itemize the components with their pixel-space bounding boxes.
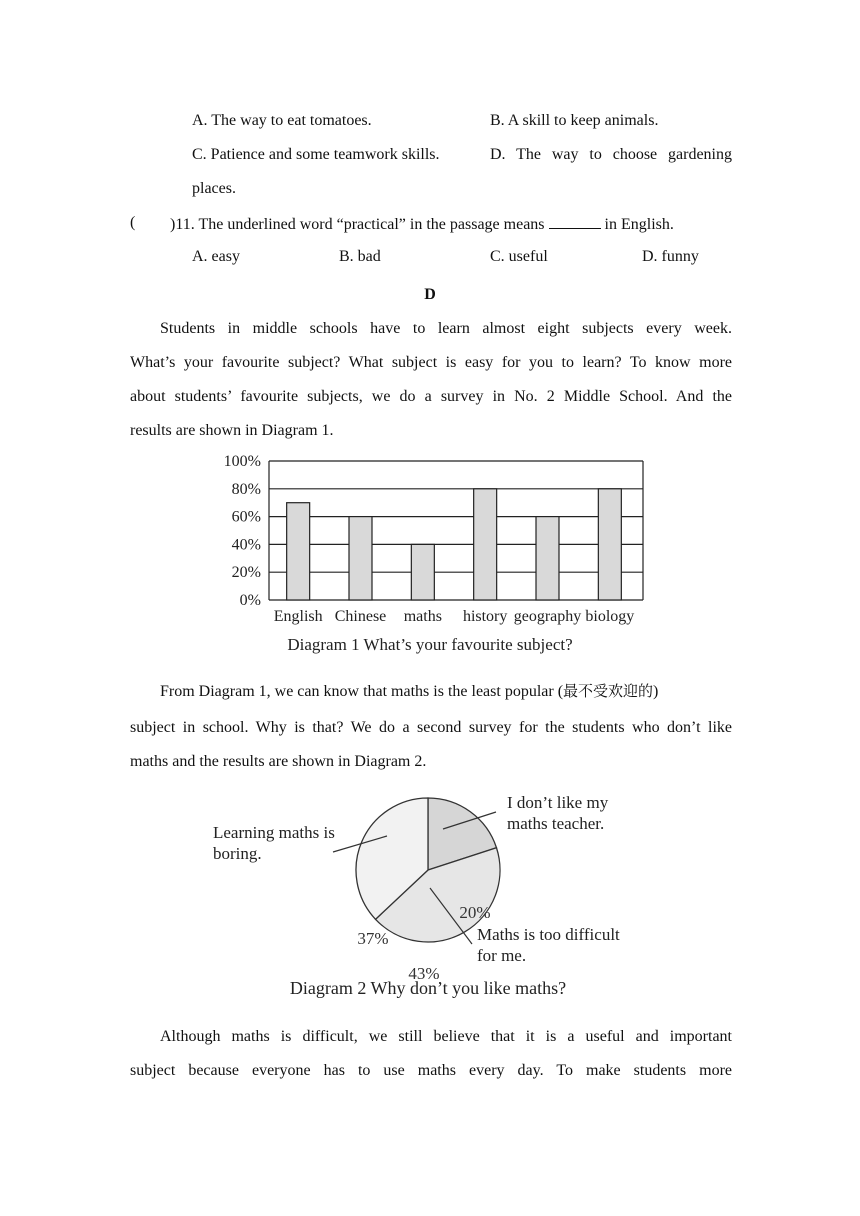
para2-line: maths and the results are shown in Diagram 2. <box>130 753 427 770</box>
pie-chart <box>200 784 660 1006</box>
category-label: geography <box>513 608 582 625</box>
bar-english <box>287 503 310 600</box>
slice-label: maths teacher. <box>507 814 605 833</box>
category-label: biology <box>585 608 635 625</box>
q11-option-d: D. funny <box>642 248 699 265</box>
y-tick-label: 80% <box>231 480 261 498</box>
para2-line <box>160 680 658 701</box>
q11-option-b: B. bad <box>339 248 381 265</box>
answer-blank[interactable] <box>549 214 601 229</box>
q10-option-d: D. The way to choose gardening <box>490 146 732 163</box>
bar-maths <box>411 544 434 600</box>
slice-value-label: 37% <box>357 929 389 948</box>
bar-chart-grid <box>269 461 643 600</box>
bar-geography <box>536 517 559 600</box>
bar-chart-title: Diagram 1 What’s your favourite subject? <box>287 635 573 654</box>
category-label: maths <box>403 608 442 625</box>
q11-option-a: A. easy <box>192 248 240 265</box>
para2-paren: ) <box>653 683 659 700</box>
y-tick-label: 40% <box>231 536 261 554</box>
bar-history <box>474 489 497 600</box>
q10-option-b: B. A skill to keep animals. <box>490 112 659 129</box>
slice-label: I don’t like my <box>507 793 609 812</box>
pie-chart-title: Diagram 2 Why don’t you like maths? <box>289 978 567 998</box>
y-tick-label: 60% <box>231 508 261 526</box>
category-label: history <box>462 608 508 625</box>
q11-stem <box>170 214 674 234</box>
para3-line: subject because everyone has to use maths every day. To make students more <box>130 1062 732 1079</box>
q10-option-d-continued: places. <box>192 180 236 197</box>
q11-stem-text: )11. The underlined word “practical” in the passage means <box>170 216 545 233</box>
y-tick-label: 20% <box>231 564 261 582</box>
category-label: English <box>273 608 323 625</box>
q11-option-c: C. useful <box>490 248 548 265</box>
para3-line: Although maths is difficult, we still believe that it is a useful and important <box>160 1028 732 1045</box>
para1-line: about students’ favourite subjects, we do a survey in No. 2 Middle School. And the <box>130 388 732 405</box>
q10-option-a: A. The way to eat tomatoes. <box>192 112 372 129</box>
q10-option-c: C. Patience and some teamwork skills. <box>192 146 440 163</box>
section-heading: D <box>424 286 436 303</box>
slice-label: for me. <box>477 946 527 965</box>
slice-value-label: 43% <box>408 964 440 983</box>
slice-label: boring. <box>213 844 262 863</box>
bar-biology <box>598 489 621 600</box>
bar-chart-y-ticks <box>224 453 261 609</box>
bar-chart <box>200 448 660 660</box>
slice-label: Learning maths is <box>213 823 335 842</box>
q11-answer-paren: ( <box>130 214 136 231</box>
para2-text: From Diagram 1, we can know that maths is the least popular ( <box>160 683 564 700</box>
para1-line: Students in middle schools have to learn almost eight subjects every week. <box>160 320 732 337</box>
para2-line: subject in school. Why is that? We do a second survey for the students who don’t like <box>130 719 732 736</box>
para2-chinese-gloss: 最不受欢迎的 <box>563 682 654 700</box>
slice-value-label: 20% <box>459 903 491 922</box>
bar-chinese <box>349 517 372 600</box>
y-tick-label: 0% <box>239 592 261 609</box>
para1-line: What’s your favourite subject? What subject is easy for you to learn? To know more <box>130 354 732 371</box>
y-tick-label: 100% <box>223 453 261 470</box>
slice-label: Maths is too difficult <box>477 925 620 944</box>
category-label: Chinese <box>334 608 387 625</box>
bar-chart-categories <box>274 608 635 625</box>
q11-stem-end: in English. <box>604 216 674 233</box>
para1-line: results are shown in Diagram 1. <box>130 422 334 439</box>
